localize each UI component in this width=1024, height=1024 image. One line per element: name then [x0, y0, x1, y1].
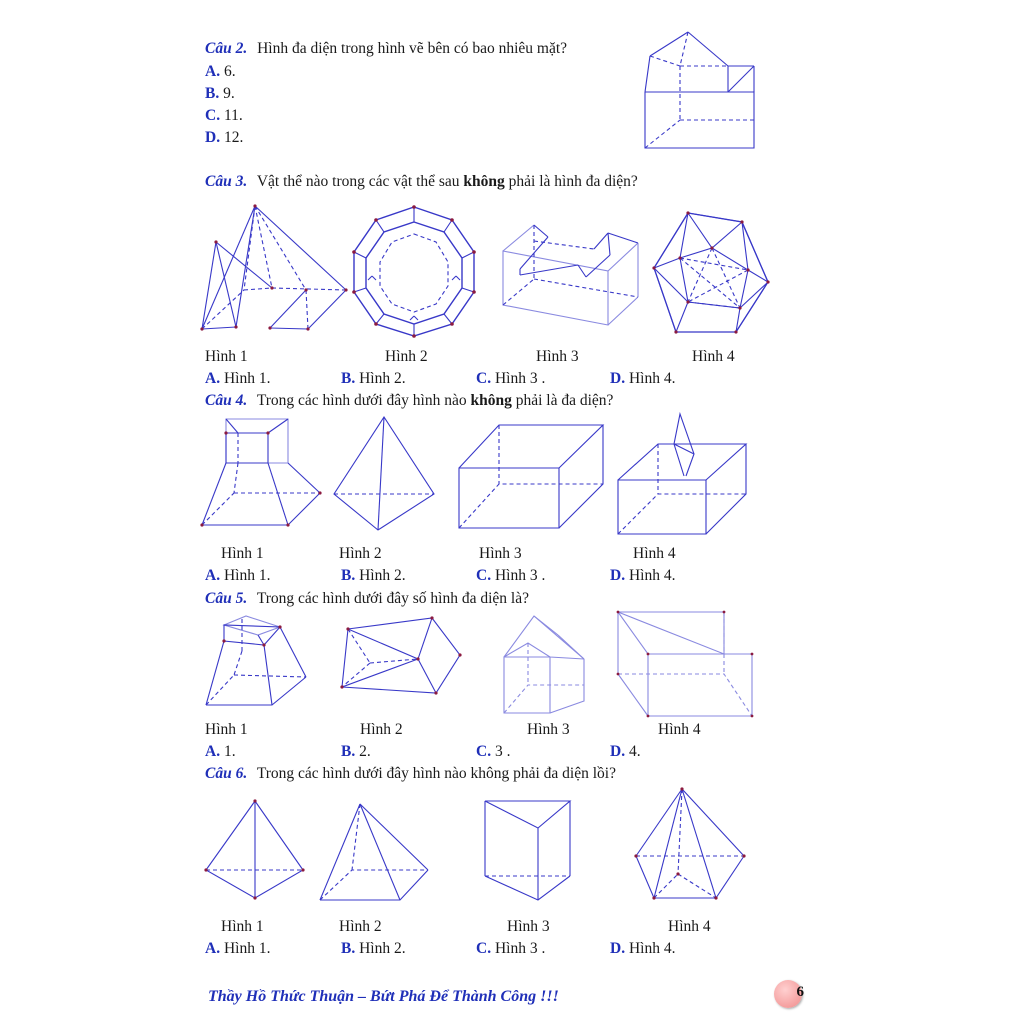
question-label: Câu 4.: [205, 392, 248, 409]
caption: Hình 1: [221, 545, 264, 562]
caption: Hình 4: [633, 545, 676, 562]
option-value: Hình 2.: [359, 370, 406, 387]
option-a[interactable]: [205, 370, 270, 388]
option-d[interactable]: [205, 129, 243, 147]
option-key: A.: [205, 743, 221, 760]
question-3: [205, 173, 638, 191]
q6-figure-2: [316, 800, 432, 904]
page-number-badge: [774, 980, 802, 1008]
option-value: 4.: [628, 743, 641, 760]
option-c[interactable]: [476, 370, 545, 388]
question-text: Trong các hình dưới đây số hình đa diện là?: [256, 590, 529, 607]
option-value: Hình 1.: [223, 940, 271, 957]
option-value: Hình 4.: [628, 940, 676, 957]
q5-figure-3: [500, 613, 590, 717]
option-value: Hình 2.: [359, 940, 406, 957]
option-d[interactable]: [610, 743, 641, 761]
caption: Hình 4: [658, 721, 701, 738]
option-b[interactable]: [341, 743, 371, 761]
q6-figure-1: [203, 798, 305, 902]
option-c[interactable]: [205, 107, 243, 125]
q3-figure-4: [650, 210, 772, 338]
caption: Hình 4: [692, 348, 735, 365]
question-text-emphasis: không: [463, 173, 505, 190]
q2-polyhedron-figure: [640, 28, 765, 153]
option-d[interactable]: [610, 370, 675, 388]
q4-figure-2: [332, 414, 436, 534]
option-key: A.: [205, 370, 221, 387]
caption: Hình 1: [205, 348, 248, 365]
question-4: [205, 392, 613, 410]
option-key: D.: [610, 743, 626, 760]
q5-figure-1: [202, 613, 310, 711]
caption: Hình 2: [339, 918, 382, 935]
option-b[interactable]: [341, 940, 406, 958]
question-label: Câu 5.: [205, 590, 248, 607]
option-value: 2.: [359, 743, 371, 760]
caption: Hình 3: [479, 545, 522, 562]
caption: Hình 2: [360, 721, 403, 738]
page-number: 6: [796, 984, 804, 1000]
q6-figure-4: [632, 786, 748, 904]
caption: Hình 1: [205, 721, 248, 738]
q4-figure-1: [198, 415, 326, 533]
option-value: Hình 4.: [628, 567, 676, 584]
option-value: Hình 4.: [628, 370, 676, 387]
question-text-part: phải là đa diện?: [511, 392, 614, 409]
question-label: Câu 3.: [205, 173, 248, 190]
option-value: 3 .: [494, 743, 511, 760]
option-value: Hình 3 .: [494, 567, 546, 584]
option-key: C.: [476, 567, 492, 584]
option-key: C.: [476, 743, 492, 760]
option-b[interactable]: [341, 370, 406, 388]
caption: Hình 2: [385, 348, 428, 365]
option-value: 9.: [223, 85, 235, 102]
option-value: Hình 2.: [359, 567, 406, 584]
option-key: D.: [610, 940, 626, 957]
option-key: B.: [341, 743, 356, 760]
q4-figure-4: [614, 410, 750, 538]
option-key: C.: [476, 370, 492, 387]
option-d[interactable]: [610, 940, 675, 958]
option-value: Hình 1.: [223, 370, 271, 387]
q3-figure-1: [198, 202, 348, 337]
q6-figure-3: [480, 798, 574, 904]
question-2: [205, 40, 567, 58]
option-c[interactable]: [476, 940, 545, 958]
option-value: 6.: [223, 63, 236, 80]
footer-author: Thầy Hồ Thức Thuận – Bứt Phá Để Thành Công !!!: [208, 988, 559, 1005]
question-6: [205, 765, 616, 783]
option-value: 12.: [223, 129, 244, 146]
option-value: 11.: [223, 107, 243, 124]
option-a[interactable]: [205, 743, 236, 761]
option-a[interactable]: [205, 63, 236, 81]
option-key: D.: [610, 567, 626, 584]
option-c[interactable]: [476, 567, 545, 585]
question-text: Trong các hình dưới đây hình nào không phải đa diện lồi?: [256, 765, 616, 782]
caption: Hình 2: [339, 545, 382, 562]
option-b[interactable]: [205, 85, 235, 103]
option-key: B.: [341, 940, 356, 957]
option-a[interactable]: [205, 940, 270, 958]
caption: Hình 3: [507, 918, 550, 935]
option-key: B.: [341, 370, 356, 387]
caption: Hình 1: [221, 918, 264, 935]
option-key: A.: [205, 940, 221, 957]
question-5: [205, 590, 529, 608]
question-text-part: Vật thể nào trong các vật thể sau: [256, 173, 464, 190]
option-key: C.: [205, 107, 221, 124]
q5-figure-2: [338, 613, 463, 695]
option-key: B.: [205, 85, 220, 102]
option-key: D.: [610, 370, 626, 387]
option-key: C.: [476, 940, 492, 957]
option-a[interactable]: [205, 567, 270, 585]
option-c[interactable]: [476, 743, 510, 761]
question-text-part: Trong các hình dưới đây hình nào: [256, 392, 471, 409]
q3-figure-2: [348, 204, 480, 338]
option-value: Hình 3 .: [494, 940, 546, 957]
option-key: D.: [205, 129, 221, 146]
option-key: B.: [341, 567, 356, 584]
option-key: A.: [205, 63, 221, 80]
question-text: Hình đa diện trong hình vẽ bên có bao nhiêu mặt?: [257, 40, 568, 57]
question-text-emphasis: không: [470, 392, 512, 409]
option-value: 1.: [223, 743, 236, 760]
question-label: Câu 6.: [205, 765, 248, 782]
option-d[interactable]: [610, 567, 675, 585]
question-label: Câu 2.: [205, 40, 248, 57]
question-text-part: phải là hình đa diện?: [504, 173, 638, 190]
option-b[interactable]: [341, 567, 406, 585]
caption: Hình 4: [668, 918, 711, 935]
caption: Hình 3: [536, 348, 579, 365]
q5-figure-4: [614, 608, 754, 720]
option-value: Hình 3 .: [494, 370, 546, 387]
option-key: A.: [205, 567, 221, 584]
caption: Hình 3: [527, 721, 570, 738]
q4-figure-3: [455, 422, 607, 530]
q3-figure-3: [500, 215, 642, 330]
option-value: Hình 1.: [223, 567, 271, 584]
